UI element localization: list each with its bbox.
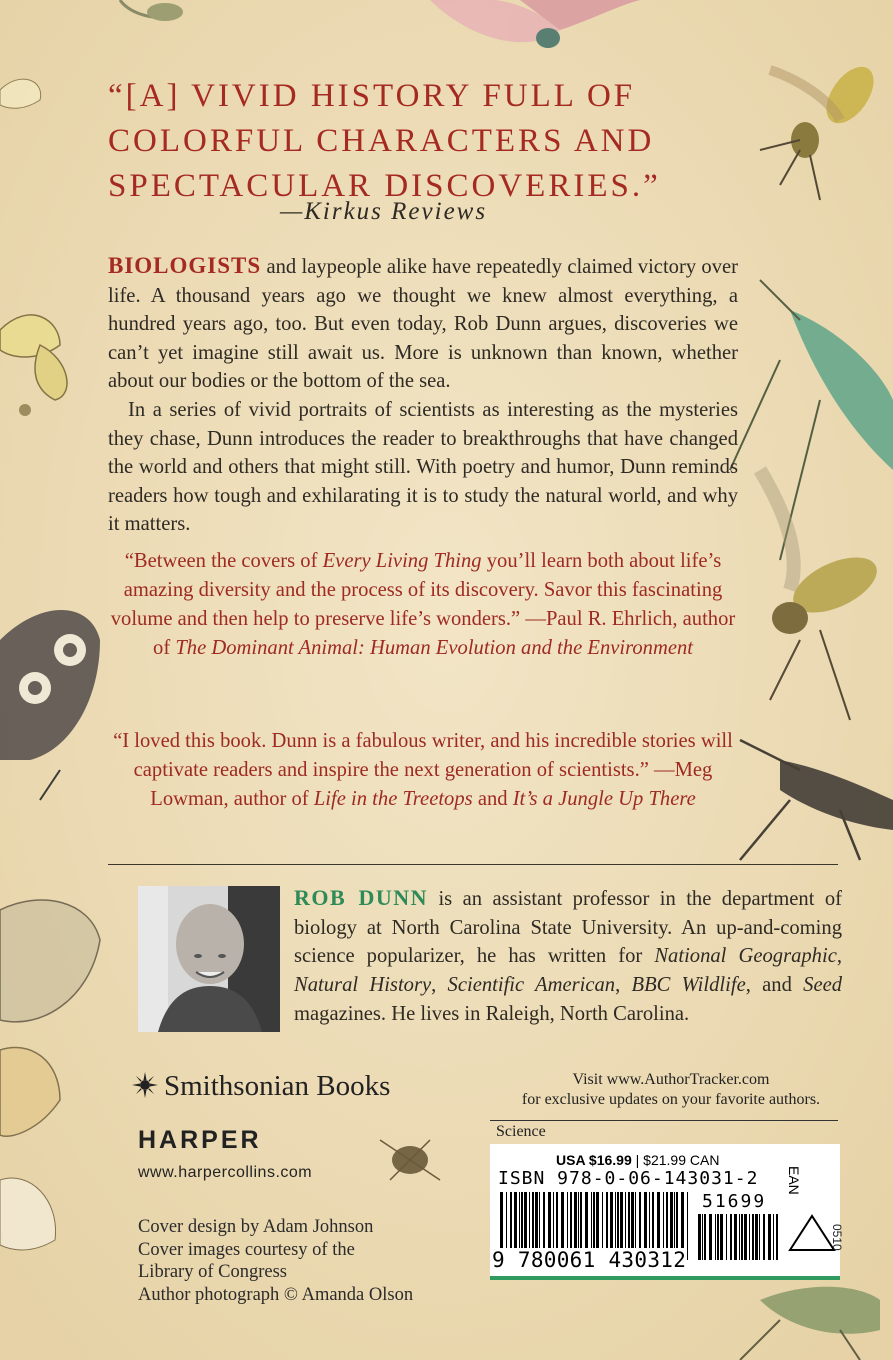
- section-divider: [108, 864, 838, 865]
- price-can: $21.99 CAN: [643, 1152, 720, 1168]
- author-bio-sep-3: ,: [615, 974, 632, 997]
- publisher-url: www.harpercollins.com: [138, 1164, 313, 1181]
- credit-line-4: Author photograph © Amanda Olson: [138, 1284, 414, 1305]
- tracker-line-2: for exclusive updates on your favorite authors.: [521, 1091, 821, 1108]
- cover-credits: [138, 1216, 458, 1306]
- barcode-bar: [749, 1214, 750, 1260]
- barcode-bar: [720, 1214, 723, 1260]
- tracker-rule: [490, 1120, 838, 1121]
- ehrlich-book-title: Every Living Thing: [322, 550, 482, 572]
- barcode-bar: [759, 1214, 760, 1260]
- barcode-bar: [687, 1192, 688, 1260]
- barcode-panel: [490, 1144, 840, 1276]
- headline-attribution: —Kirkus Reviews: [280, 198, 488, 225]
- description-paragraph-1: [108, 252, 738, 396]
- credit-line-1: Cover design by Adam Johnson: [138, 1217, 374, 1237]
- barcode-bar: [744, 1214, 747, 1260]
- authortracker-note: [496, 1070, 846, 1110]
- barcode-bar: [734, 1214, 737, 1260]
- category-label: Science: [496, 1123, 546, 1140]
- magazine-3: Scientific American: [447, 974, 616, 997]
- headline-line-3: SPECTACULAR DISCOVERIES.”: [108, 168, 661, 204]
- credit-line-2: Cover images courtesy of the: [138, 1239, 355, 1260]
- author-bio-sep-1: ,: [836, 945, 842, 968]
- book-description: [108, 252, 738, 539]
- barcode-bar: [763, 1214, 765, 1260]
- harper-logo: HARPER: [138, 1126, 262, 1154]
- barcode-bar: [768, 1214, 771, 1260]
- author-portrait-icon: [138, 886, 280, 1032]
- headline-line-2: COLORFUL CHARACTERS AND: [108, 123, 655, 159]
- sunburst-icon: [132, 1072, 158, 1098]
- barcode-bar: [717, 1214, 719, 1260]
- isbn-number: ISBN 978-0-06-143031-2: [498, 1168, 759, 1189]
- price-separator: |: [631, 1152, 644, 1168]
- barcode-bar: [730, 1214, 732, 1260]
- headline-line-1: “[A] VIVID HISTORY FULL OF: [108, 78, 636, 114]
- barcode-bar: [755, 1214, 758, 1260]
- triangle-mark-icon: [790, 1216, 834, 1250]
- description-paragraph-1-text: and laypeople alike have repeatedly claimed victory over life. A thousand years ago we thought we knew almost everything, a hundred years ago, too. But even today, Rob Dunn argues, discoveries we can’t yet imagine still await us. More is unknown than known, whether about our bodies or the bottom of the sea.: [108, 256, 738, 393]
- magazine-4: BBC Wildlife: [631, 974, 746, 997]
- barcode-bar: [698, 1214, 701, 1260]
- price-usa: USA $16.99: [556, 1152, 632, 1168]
- barcode-digits: 9 780061 430312: [492, 1248, 687, 1272]
- author-bio-sep-2: ,: [431, 974, 448, 997]
- lowman-text: “I loved this book. Dunn is a fabulous writer, and his incredible stories will captivate readers and inspire the next generation of scientists.” —Meg Lowman, author of: [113, 730, 733, 810]
- barcode-bar: [709, 1214, 712, 1260]
- barcode-bar: [726, 1214, 727, 1260]
- magazine-2: Natural History: [294, 974, 432, 997]
- ehrlich-text-2: you’ll learn both about life’s amazing diversity and the process of its discovery. Savor this fascinating volume and then help to preserve life’s wonders.” —Paul R. Ehrlich, author of: [110, 550, 736, 659]
- author-bio-text-2: magazines. He lives in Raleigh, North Carolina.: [294, 1002, 690, 1025]
- author-bio: [294, 884, 842, 1029]
- smithsonian-logo: [132, 1070, 390, 1103]
- author-bio-text-1: is an assistant professor in the department of biology at North Carolina State University. An up-and-coming science popularizer, he has written for: [294, 888, 842, 968]
- barcode-bar: [702, 1214, 703, 1260]
- smithsonian-text: Smithsonian Books: [164, 1070, 391, 1102]
- price-supplement-code: 51699: [702, 1191, 767, 1212]
- author-name: ROB DUNN: [294, 885, 429, 910]
- barcode-bar: [704, 1214, 706, 1260]
- barcode-bar: [752, 1214, 754, 1260]
- barcode-bar: [715, 1214, 716, 1260]
- magazine-1: National Geographic: [654, 945, 837, 968]
- barcode-bar: [773, 1214, 774, 1260]
- barcode-bar: [741, 1214, 743, 1260]
- description-lead-word: BIOLOGISTS: [108, 253, 262, 278]
- barcode-bar: [776, 1214, 778, 1260]
- green-accent-bar: [490, 1276, 840, 1280]
- barcode-bar: [739, 1214, 740, 1260]
- credit-line-3: Library of Congress: [138, 1262, 287, 1282]
- description-paragraph-2: In a series of vivid portraits of scientists as interesting as the mysteries they chase, Dunn introduces the reader to breakthroughs that have changed the world and others that might still. With poetry and humor, Dunn reminds readers how tough and exhilarating it is to study the natural world, and why it matters.: [108, 398, 738, 536]
- ean-label: EAN: [786, 1166, 802, 1195]
- tracker-line-1: Visit www.AuthorTracker.com: [572, 1071, 770, 1088]
- barcode-supplement-bars: [698, 1214, 778, 1260]
- endorsement-ehrlich: [108, 547, 738, 663]
- author-bio-sep-4: , and: [745, 974, 804, 997]
- side-code: 0510: [830, 1224, 844, 1251]
- lowman-and: and: [472, 788, 513, 810]
- lowman-book-2: It’s a Jungle Up There: [512, 788, 696, 810]
- ehrlich-text-1: “Between the covers of: [124, 550, 323, 572]
- headline-quote: [108, 74, 728, 209]
- author-photo: [138, 886, 280, 1032]
- magazine-5: Seed: [803, 974, 843, 997]
- lowman-book-1: Life in the Treetops: [313, 788, 473, 810]
- ehrlich-author-book: The Dominant Animal: Human Evolution and the Environment: [175, 637, 693, 659]
- endorsement-lowman: [108, 727, 738, 814]
